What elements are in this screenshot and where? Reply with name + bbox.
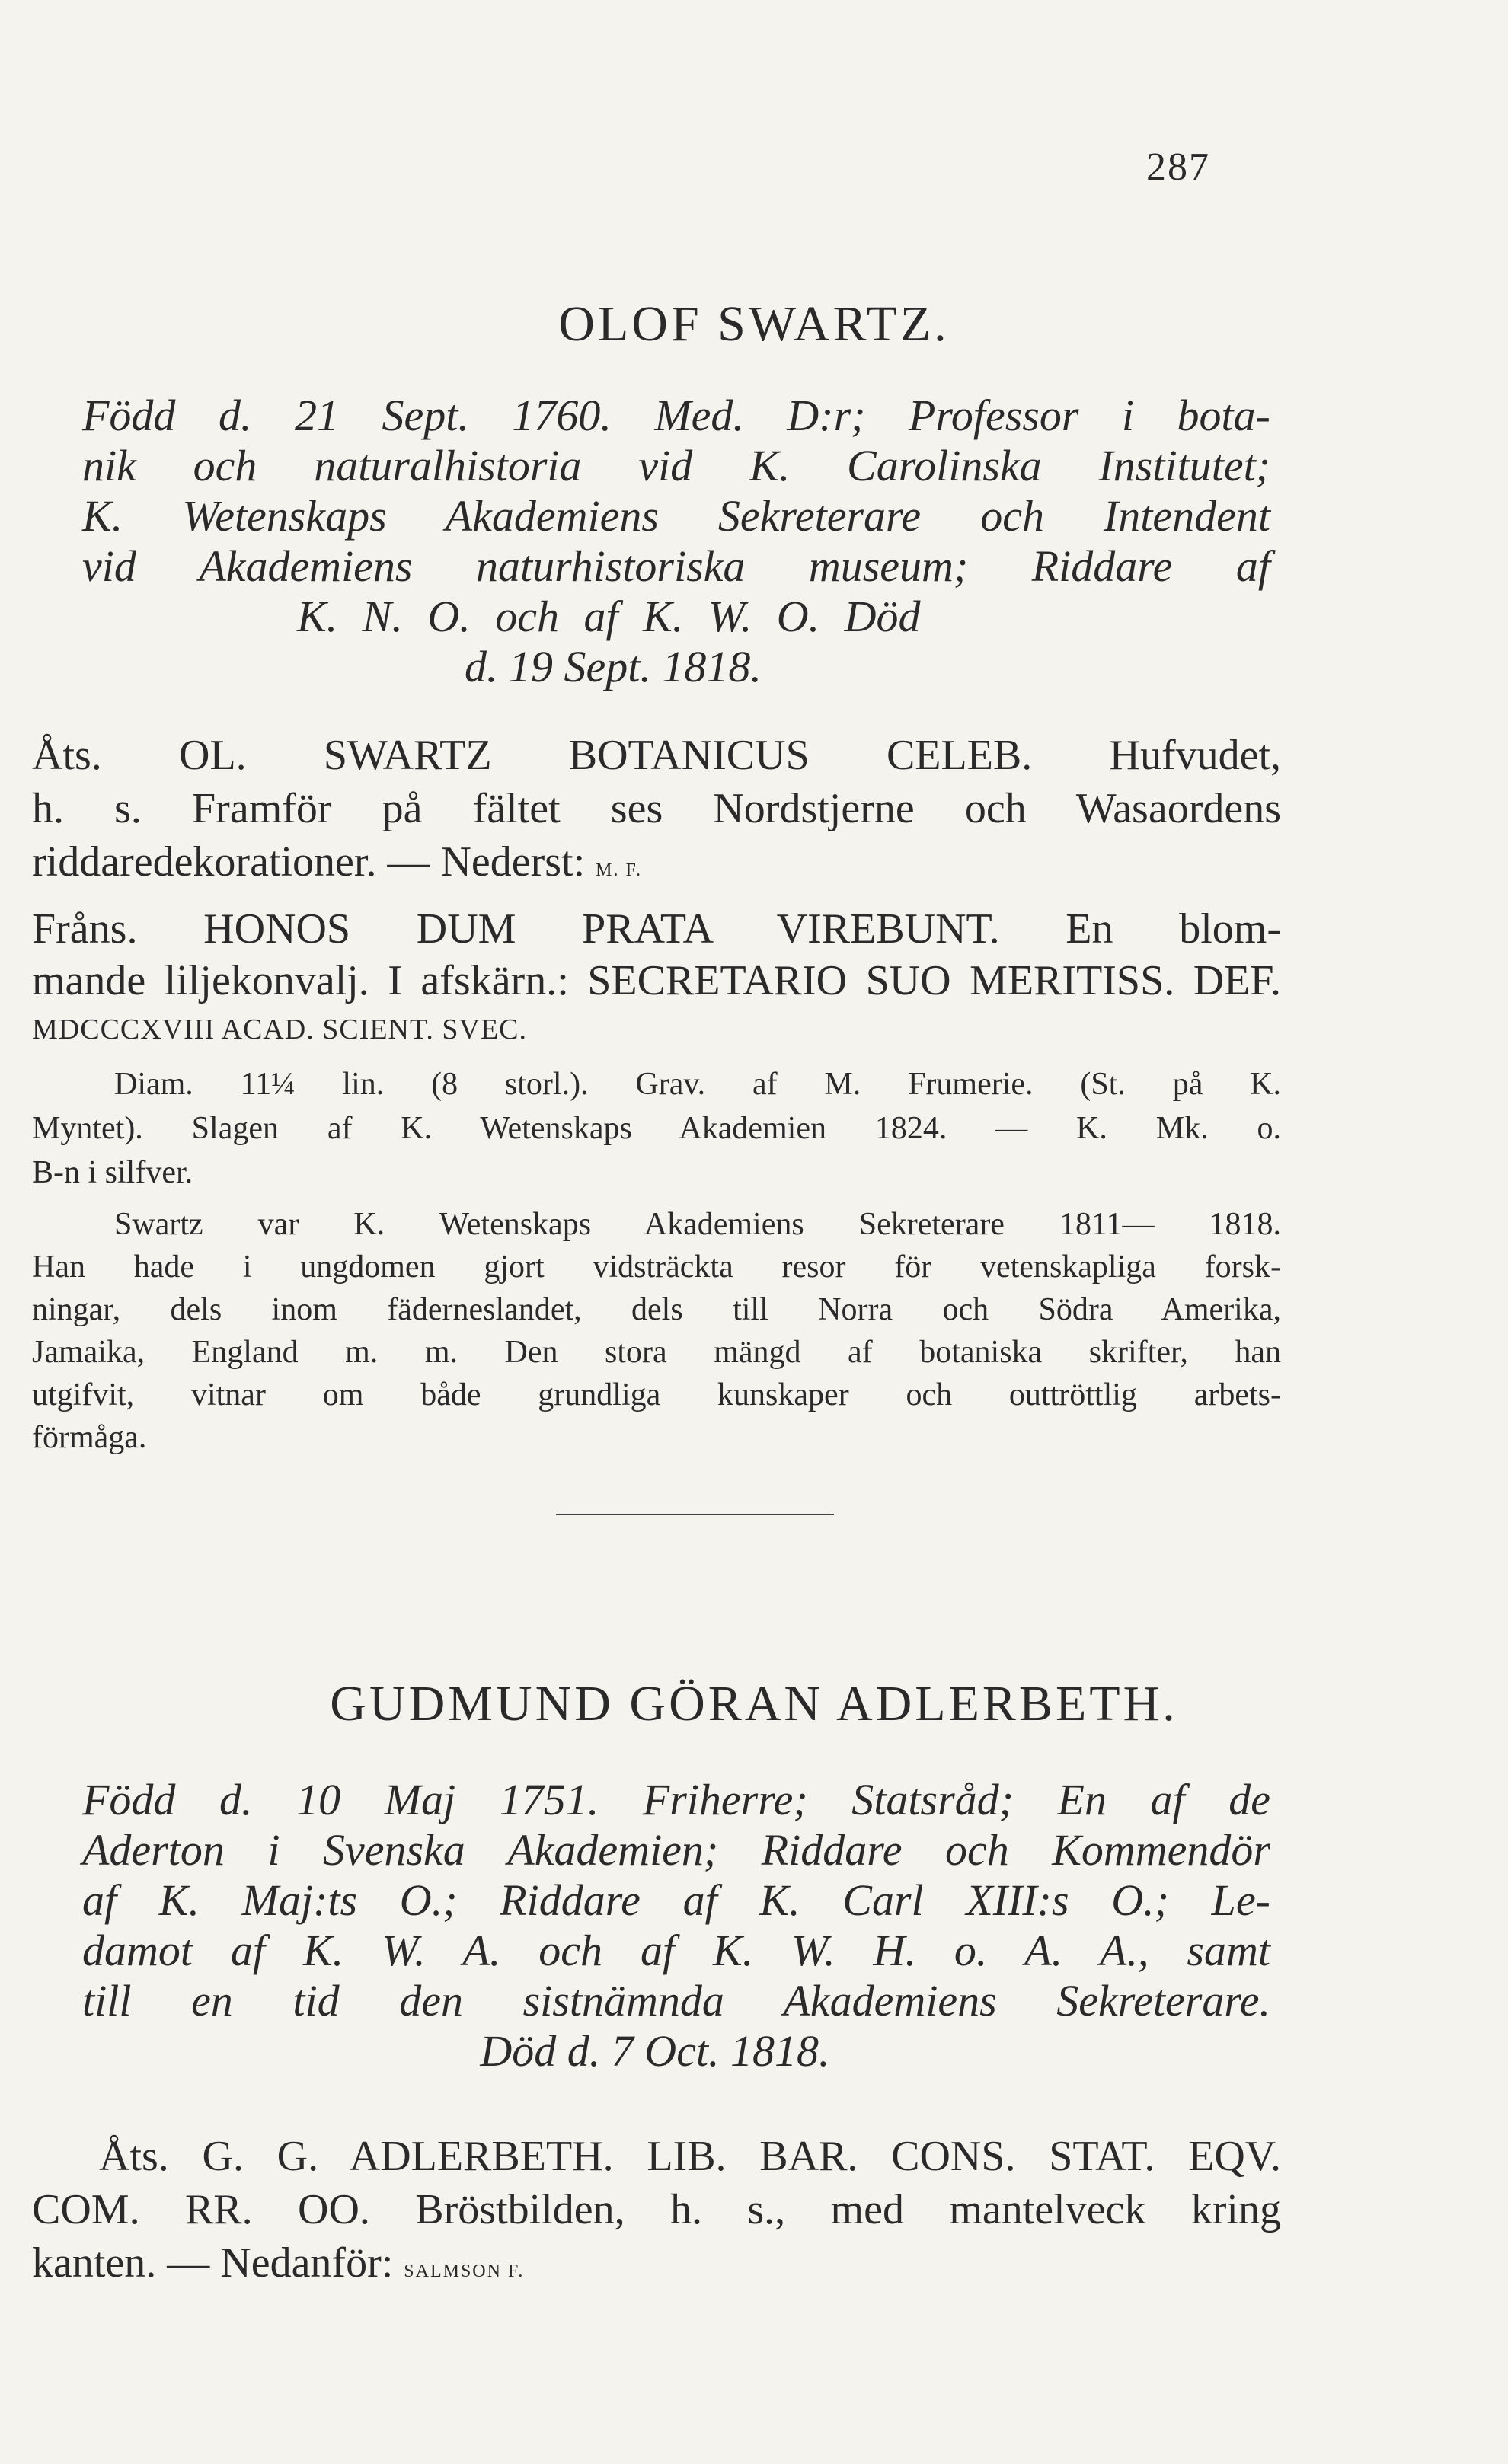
diam-line: Diam. 11¼ lin. (8 storl.). Grav. af M. Frumerie. (St. på K. [114, 1067, 1281, 1102]
section-divider [556, 1514, 834, 1515]
bio-line: till en tid den sistnämnda Akademiens Sekreterare. [82, 1976, 1270, 2025]
bio-line: af K. Maj:ts O.; Riddare af K. Carl XIII:s O.; Le- [82, 1875, 1270, 1925]
bio-line: d. 19 Sept. 1818. [465, 642, 762, 691]
engraver-signature: M. F. [596, 860, 642, 880]
ats-line-last: kanten. — Nedanför: SALMSON F. [32, 2239, 525, 2287]
engraver-signature: SALMSON F. [404, 2261, 525, 2281]
section-title-adlerbeth: GUDMUND GÖRAN ADLERBETH. [330, 1676, 1178, 1732]
bio-line: Aderton i Svenska Akademien; Riddare och Kommendör [82, 1825, 1270, 1875]
diam-line: Myntet). Slagen af K. Wetenskaps Akademien 1824. — K. Mk. o. [32, 1111, 1281, 1146]
ats-line: h. s. Framför på fältet ses Nordstjerne och Wasaordens [32, 785, 1281, 832]
frans-line: mande liljekonvalj. I afskärn.: SECRETARIO SUO MERITISS. DEF. [32, 957, 1281, 1004]
paragraph-line: Swartz var K. Wetenskaps Akademiens Sekreterare 1811— 1818. [114, 1207, 1281, 1242]
paragraph-line: ningar, dels inom fäderneslandet, dels till Norra och Södra Amerika, [32, 1292, 1281, 1327]
bio-line: K. N. O. och af K. W. O. Död [297, 592, 921, 641]
bio-line: Född d. 10 Maj 1751. Friherre; Statsråd; En af de [82, 1775, 1270, 1824]
paragraph-line: Jamaika, England m. m. Den stora mängd af botaniska skrifter, han [32, 1335, 1281, 1370]
bio-line: Död d. 7 Oct. 1818. [480, 2026, 830, 2076]
bio-line: K. Wetenskaps Akademiens Sekreterare och Intendent [82, 491, 1270, 541]
bio-line: nik och naturalhistoria vid K. Carolinska Institutet; [82, 441, 1270, 490]
ats-line: COM. RR. OO. Bröstbilden, h. s., med mantelveck kring [32, 2186, 1281, 2233]
paragraph-line: förmåga. [32, 1420, 147, 1455]
paragraph-line: utgifvit, vitnar om både grundliga kunskaper och outtröttlig arbets- [32, 1377, 1281, 1412]
bio-line: vid Akademiens naturhistoriska museum; Riddare af [82, 541, 1270, 591]
page-number: 287 [1146, 145, 1210, 189]
bio-line: Född d. 21 Sept. 1760. Med. D:r; Professor i bota- [82, 391, 1270, 440]
section-title-swartz: OLOF SWARTZ. [558, 296, 950, 352]
frans-line: Fråns. HONOS DUM PRATA VIREBUNT. En blom- [32, 905, 1281, 953]
paragraph-line: Han hade i ungdomen gjort vidsträckta resor för vetenskapliga forsk- [32, 1250, 1281, 1285]
frans-line: MDCCCXVIII ACAD. SCIENT. SVEC. [32, 1013, 528, 1045]
ats-line-last: riddaredekorationer. — Nederst: M. F. [32, 838, 642, 886]
ats-line: Åts. OL. SWARTZ BOTANICUS CELEB. Hufvudet, [32, 732, 1281, 779]
ats-line: Åts. G. G. ADLERBETH. LIB. BAR. CONS. STAT. EQV. [99, 2133, 1281, 2180]
diam-line: B-n i silfver. [32, 1155, 193, 1190]
bio-line: damot af K. W. A. och af K. W. H. o. A. A., samt [82, 1926, 1270, 1975]
